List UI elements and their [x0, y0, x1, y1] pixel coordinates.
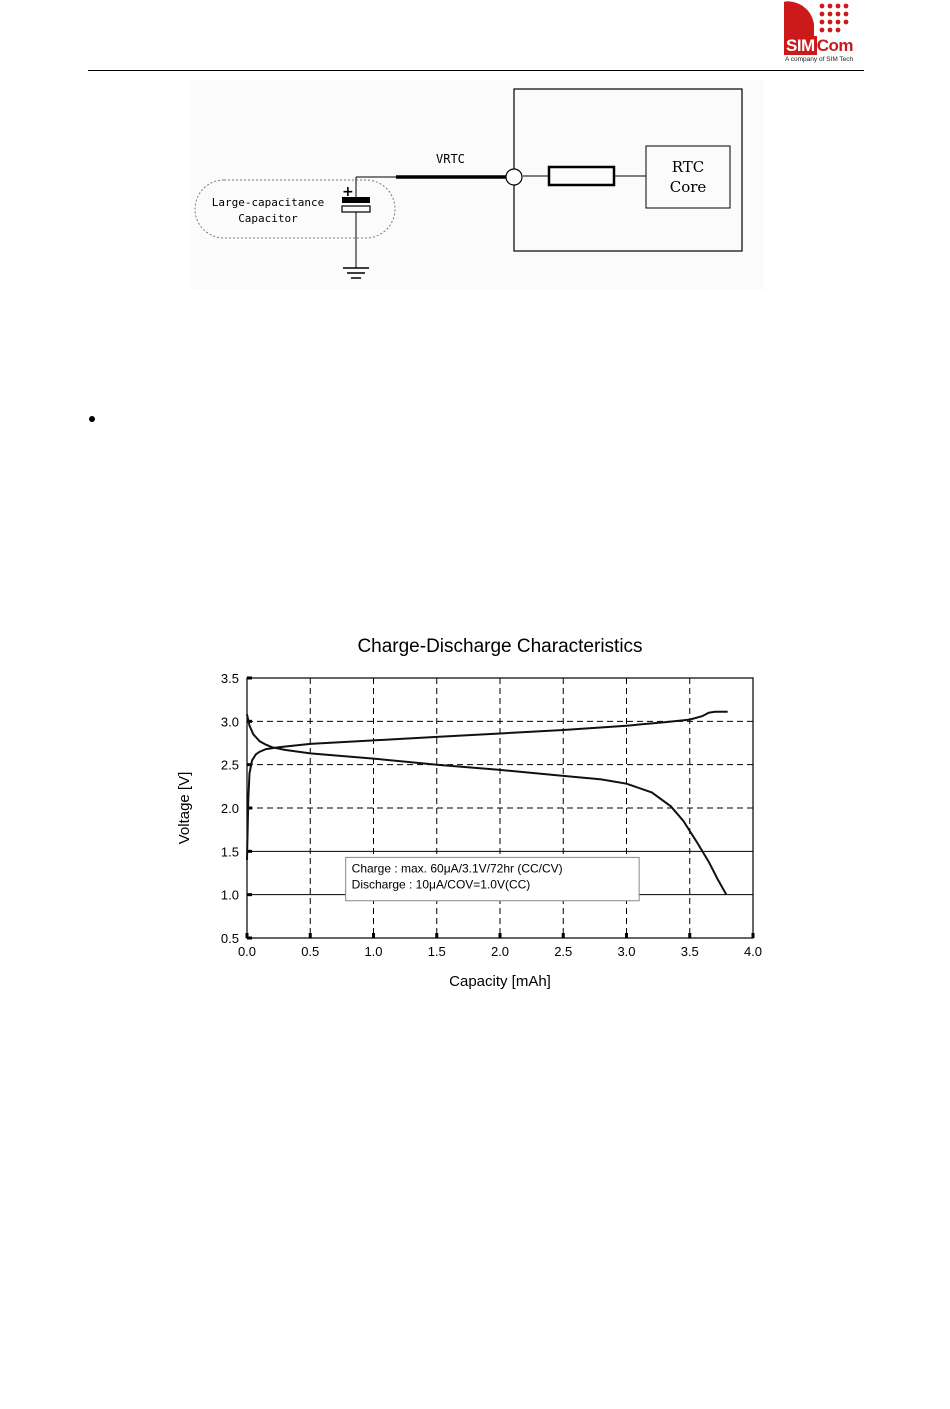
y-tick-label: 1.5	[220, 844, 239, 860]
x-tick-label: 3.0	[617, 944, 636, 959]
logo-wordmark-com: Com	[816, 36, 854, 55]
capacitor-polarity-mark: +	[342, 184, 354, 200]
capacitor-annotation-outline	[195, 180, 395, 238]
capacitor-plate-bottom	[342, 206, 370, 212]
vrtc-net-label: VRTC	[436, 152, 465, 166]
ground-icon	[343, 268, 369, 278]
y-axis-label: Voltage [V]	[176, 771, 193, 845]
y-tick-label: 3.5	[220, 671, 239, 686]
chart-title: Charge-Discharge Characteristics	[357, 636, 643, 657]
list-bullet	[89, 416, 95, 422]
x-tick-label: 1.0	[364, 944, 383, 959]
logo-wordmark-sim: SIM	[786, 36, 815, 55]
y-tick-label: 2.0	[220, 801, 239, 816]
charge-curve	[247, 712, 728, 860]
charge-discharge-chart	[165, 628, 785, 1008]
logo-wordmark	[784, 36, 853, 56]
rtc-core-label-line1: RTC	[671, 158, 705, 176]
x-tick-label: 0.0	[237, 944, 257, 959]
annotation-charge: Charge : max. 60μA/3.1V/72hr (CC/CV)	[351, 861, 563, 876]
logo-red-mark	[784, 1, 814, 36]
x-tick-label: 3.5	[680, 944, 699, 959]
vrtc-pin	[506, 169, 522, 185]
y-tick-label: 2.5	[220, 757, 239, 773]
logo-tagline: A company of SIM Tech	[785, 56, 854, 63]
capacitor-label-line1: Large-capacitance	[211, 196, 325, 209]
rtc-core-box	[646, 146, 730, 208]
resistor	[549, 167, 614, 185]
y-tick-label: 0.5	[220, 931, 239, 946]
logo-dot-grid	[820, 4, 849, 33]
rtc-core-label-line2: Core	[669, 178, 707, 196]
x-tick-label: 1.5	[427, 944, 446, 959]
x-tick-label: 4.0	[743, 944, 763, 959]
x-tick-label: 2.0	[490, 944, 510, 959]
header-rule	[88, 70, 864, 71]
rtc-circuit-diagram	[190, 80, 764, 290]
x-tick-label: 0.5	[301, 944, 320, 959]
x-axis-label: Capacity [mAh]	[449, 973, 551, 990]
y-tick-label: 3.0	[220, 714, 239, 730]
capacitor-label-line2: Capacitor	[238, 212, 298, 225]
annotation-discharge: Discharge : 10μA/COV=1.0V(CC)	[351, 877, 531, 892]
y-tick-label: 1.0	[220, 887, 239, 903]
x-tick-label: 2.5	[554, 944, 573, 959]
